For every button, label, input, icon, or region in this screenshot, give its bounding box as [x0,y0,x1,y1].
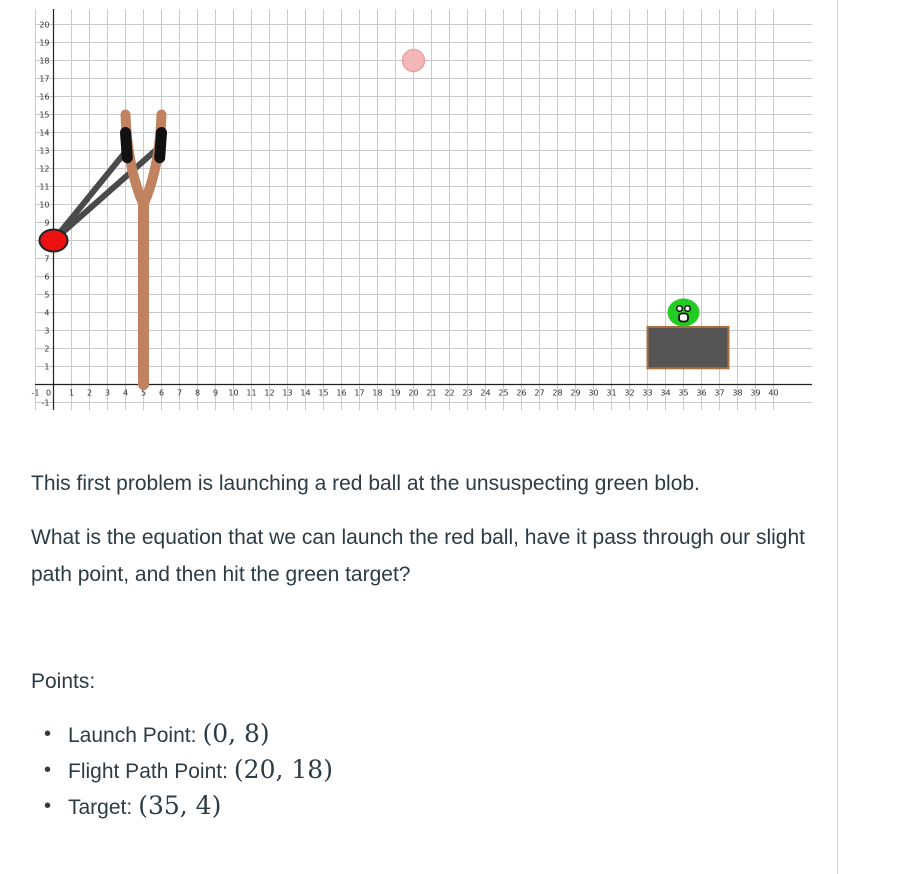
y-tick-label: 17 [39,74,50,84]
y-tick-label: 19 [39,38,50,48]
y-tick-label: 6 [44,272,50,282]
x-tick-label: 28 [552,388,563,398]
x-tick-label: 15 [318,388,329,398]
x-tick-label: 39 [750,388,761,398]
x-tick-label: 18 [372,388,383,398]
x-tick-label: 38 [732,388,743,398]
x-tick-label: 14 [300,388,311,398]
x-tick-label: 12 [264,388,275,398]
target-point-value: (35, 4) [138,791,222,820]
x-tick-label: 4 [122,388,129,398]
y-tick-label: -1 [41,398,50,408]
launch-point-label: Launch Point: [68,724,197,747]
content-right-border [837,0,838,874]
y-tick-label: 10 [39,200,50,210]
points-list [31,716,333,824]
list-item-target-point [31,788,333,824]
red-ball [40,230,68,252]
x-tick-label: 30 [588,388,599,398]
x-tick-label: 27 [534,388,545,398]
x-tick-label: 37 [714,388,725,398]
x-tick-label: 9 [212,388,219,398]
x-tick-label: 26 [516,388,527,398]
y-tick-label: 18 [39,56,50,66]
target-point-label: Target: [68,796,133,819]
x-tick-label: 25 [498,388,509,398]
x-tick-label: 20 [408,388,419,398]
y-tick-label: 4 [44,308,50,318]
slingshot-graph [0,0,820,430]
y-tick-label: 2 [44,344,50,354]
x-tick-label: 13 [282,388,293,398]
list-item-flight-path-point [31,752,333,788]
y-tick-label: 15 [39,110,50,120]
target-platform [648,327,729,368]
x-tick-label: 0 [45,388,52,398]
x-tick-label: 31 [606,388,617,398]
slingshot-wrap-right [160,133,162,158]
y-tick-label: 20 [39,20,50,30]
x-tick-label: 21 [426,388,437,398]
y-tick-label: 13 [39,146,50,156]
green-blob-eye-right [685,306,691,312]
x-tick-label: 35 [678,388,689,398]
x-tick-label: 10 [228,388,239,398]
flight-path-ghost-ball [403,50,425,72]
x-tick-label: 29 [570,388,581,398]
slingshot-wrap-left [126,133,128,158]
y-tick-label: 1 [44,362,50,372]
game-scene [40,50,729,385]
x-tick-label: 5 [140,388,147,398]
x-tick-label: 1 [68,388,75,398]
x-tick-label: 2 [86,388,93,398]
x-tick-label: 24 [480,388,491,398]
x-tick-label: 22 [444,388,455,398]
x-tick-label: 40 [768,388,779,398]
x-tick-label: 17 [354,388,365,398]
launch-point-value: (0, 8) [202,719,270,748]
y-tick-label: 11 [39,182,50,192]
x-tick-label: 36 [696,388,707,398]
flight-path-point-value: (20, 18) [233,755,333,784]
x-tick-label: 32 [624,388,635,398]
y-tick-label: 7 [44,254,50,264]
flight-path-point-label: Flight Path Point: [68,760,228,783]
y-tick-label: 16 [39,92,50,102]
y-tick-label: 12 [39,164,50,174]
y-tick-label: 3 [44,326,50,336]
green-blob-mouth [679,314,688,322]
question-text: What is the equation that we can launch the red ball, have it pass through our slight path point, and then hit the green target? [31,526,805,586]
x-tick-label: 33 [642,388,653,398]
x-tick-label: -1 [31,388,40,398]
green-blob-eye-left [677,306,683,312]
x-tick-label: 11 [246,388,257,398]
y-tick-label: 14 [39,128,50,138]
x-tick-label: 19 [390,388,401,398]
x-tick-label: 23 [462,388,473,398]
x-tick-label: 34 [660,388,671,398]
y-axis-tick-labels [39,20,52,408]
points-heading: Points: [31,670,96,693]
y-tick-label: 5 [44,290,50,300]
y-tick-label: 9 [44,218,50,228]
x-tick-label: 16 [336,388,347,398]
list-item-launch-point [31,716,333,752]
x-tick-label: 6 [158,388,165,398]
x-tick-label: 7 [176,388,183,398]
x-tick-label: 3 [104,388,111,398]
x-tick-label: 8 [194,388,201,398]
intro-text: This first problem is launching a red ball at the unsuspecting green blob. [31,472,700,495]
